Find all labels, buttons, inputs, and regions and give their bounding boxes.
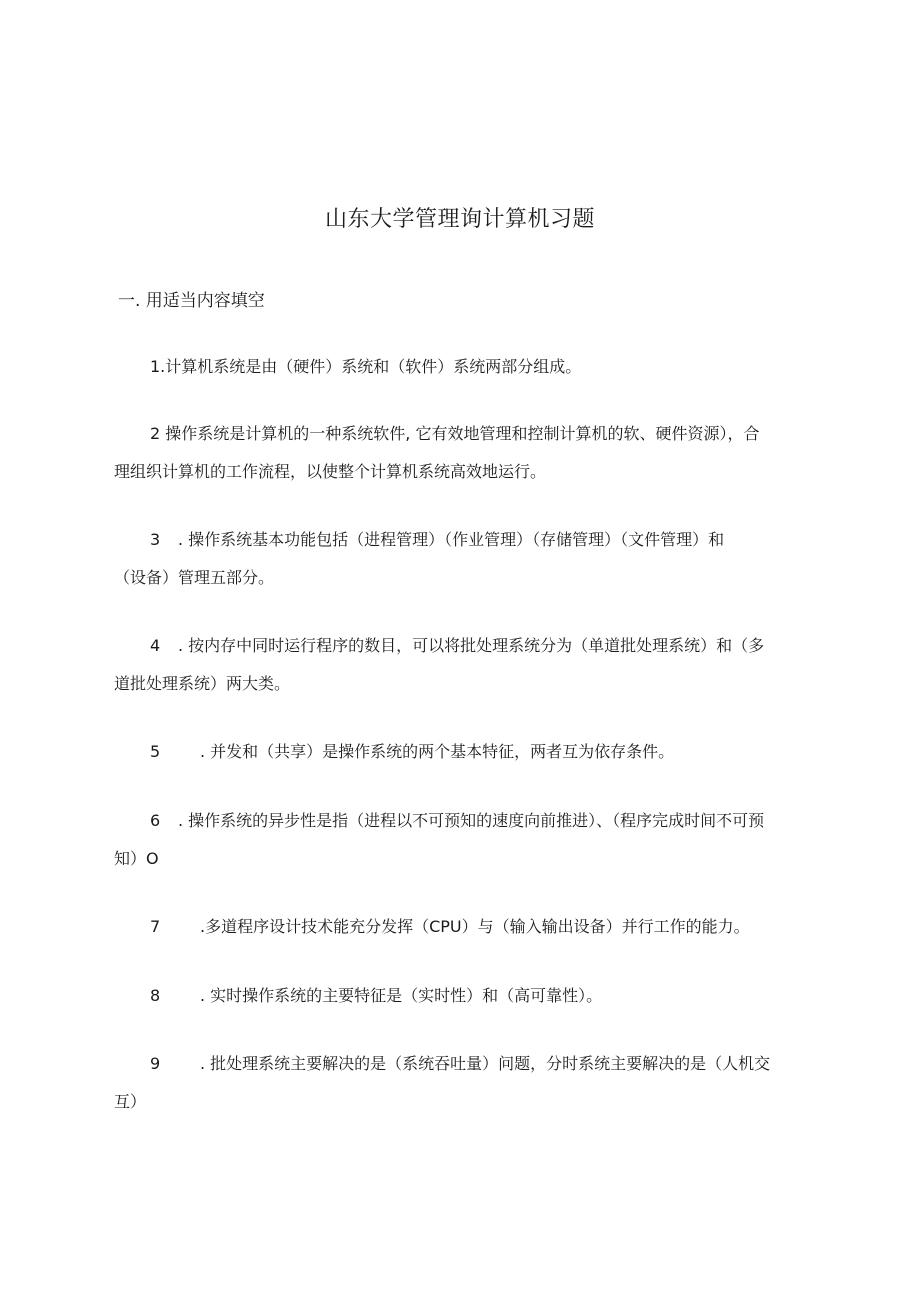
item-number: 9 xyxy=(150,1054,161,1073)
item-text: . 操作系统的异步性是指（进程以不可预知的速度向前推进）、（程序完成时间不可预 xyxy=(178,811,765,830)
item-text: . 操作系统基本功能包括（进程管理）（作业管理）（存储管理）（文件管理）和 xyxy=(178,530,725,549)
item-text: 计算机系统是由（硬件）系统和（软件）系统两部分组成。 xyxy=(165,357,582,376)
item-line xyxy=(114,521,814,559)
item-line xyxy=(114,733,814,771)
item-text: . 并发和（共享）是操作系统的两个基本特征，两者互为依存条件。 xyxy=(200,742,675,761)
item-text: . 按内存中同时运行程序的数目，可以将批处理系统分为（单道批处理系统）和（多 xyxy=(178,636,765,655)
section-heading: 一. 用适当内容填空 xyxy=(118,291,265,311)
list-item xyxy=(114,908,814,946)
item-number: 5 xyxy=(150,742,161,761)
item-line xyxy=(114,348,814,386)
item-number: 4 xyxy=(150,636,161,655)
item-number: 3 xyxy=(150,530,161,549)
item-text: . 实时操作系统的主要特征是（实时性）和（高可靠性）。 xyxy=(200,986,603,1005)
item-text: . 批处理系统主要解决的是（系统吞吐量）问题，分时系统主要解决的是（人机交 xyxy=(200,1054,771,1073)
item-line: 理组织计算机的工作流程，以使整个计算机系统高效地运行。 xyxy=(114,462,547,481)
item-line xyxy=(114,977,814,1015)
item-text: 操作系统是计算机的一种系统软件, 它有效地管理和控制计算机的软、硬件资源），合 xyxy=(165,424,760,443)
list-item xyxy=(114,1045,814,1121)
list-item xyxy=(114,521,814,597)
list-item xyxy=(114,977,814,1015)
list-item xyxy=(114,627,814,703)
item-line: 互） xyxy=(114,1092,147,1111)
list-item xyxy=(114,415,814,491)
page-title: 山东大学管理询计算机习题 xyxy=(324,207,595,232)
item-line: 道批处理系统）两大类。 xyxy=(114,674,291,693)
list-item xyxy=(114,348,814,386)
item-line xyxy=(114,908,814,946)
item-line: 知）O xyxy=(114,849,159,868)
item-number: 1. xyxy=(150,357,166,376)
item-line xyxy=(114,802,814,840)
item-number: 7 xyxy=(150,917,161,936)
item-line xyxy=(114,415,814,453)
item-number: 2 xyxy=(150,424,161,443)
item-line xyxy=(114,1045,814,1083)
item-line: （设备）管理五部分。 xyxy=(114,568,275,587)
item-number: 6 xyxy=(150,811,161,830)
item-text: .多道程序设计技术能充分发挥（CPU）与（输入输出设备）并行工作的能力。 xyxy=(200,917,750,936)
item-number: 8 xyxy=(150,986,161,1005)
list-item xyxy=(114,733,814,771)
item-line xyxy=(114,627,814,665)
list-item xyxy=(114,802,814,878)
